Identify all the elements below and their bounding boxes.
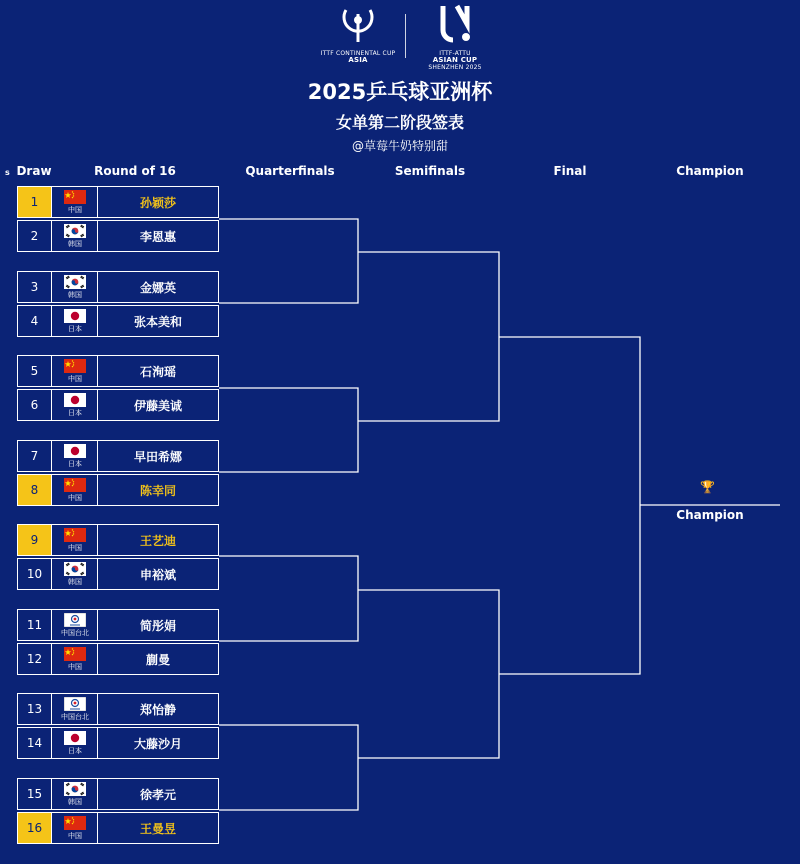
country-name: 中国 (68, 663, 82, 671)
chinese-taipei-flag-icon (64, 613, 86, 627)
draw-row (17, 812, 219, 844)
player-name: 王艺迪 (139, 533, 176, 548)
china-flag-icon (64, 359, 86, 373)
page-subtitle: 女单第二阶段签表 (335, 113, 464, 132)
draw-number: 14 (26, 736, 43, 750)
japan-flag-icon (64, 444, 86, 458)
china-flag-icon (64, 528, 86, 542)
player-name: 石洵瑶 (139, 364, 176, 379)
player-name: 孙颖莎 (139, 195, 176, 210)
player-name: 早田希娜 (133, 449, 182, 464)
draw-number: 8 (18, 475, 51, 505)
draw-row (17, 389, 219, 421)
draw-row (17, 271, 219, 303)
korea-flag-icon (64, 782, 86, 796)
country-cell (51, 644, 98, 674)
country-name: 中国 (68, 206, 82, 214)
player-name: 王曼昱 (139, 821, 176, 836)
draw-row (17, 220, 219, 252)
draw-row (17, 609, 219, 641)
draw-number: 15 (26, 787, 43, 801)
china-flag-icon (64, 816, 86, 830)
player-name: 郑怡静 (139, 702, 176, 717)
col-header-qf: Quarterfinals (245, 164, 335, 178)
draw-number: 2 (30, 229, 39, 243)
country-cell (51, 441, 98, 471)
china-flag-icon (64, 647, 86, 661)
country-cell (51, 187, 98, 217)
country-cell (51, 306, 98, 336)
country-cell (51, 390, 98, 420)
country-cell (51, 694, 98, 724)
player-name: 申裕斌 (139, 567, 176, 582)
draw-number: 11 (26, 618, 43, 632)
player-name: 大藤沙月 (133, 736, 182, 751)
draw-row (17, 305, 219, 337)
country-cell (51, 221, 98, 251)
player-name: 陈幸同 (139, 483, 176, 498)
country-cell (51, 779, 98, 809)
country-cell (51, 610, 98, 640)
player-name: 张本美和 (133, 314, 182, 329)
logo-right-line3: SHENZHEN 2025 (428, 64, 482, 71)
country-name: 韩国 (68, 798, 82, 806)
draw-row (17, 558, 219, 590)
country-name: 中国台北 (61, 713, 89, 721)
draw-number: 10 (26, 567, 43, 581)
country-name: 中国 (68, 494, 82, 502)
draw-number: 16 (18, 813, 51, 843)
country-name: 日本 (68, 325, 82, 333)
country-cell (51, 475, 98, 505)
chinese-taipei-flag-icon (64, 697, 86, 711)
country-cell (51, 813, 98, 843)
col-header-s: s (5, 168, 10, 177)
col-header-sf: Semifinals (394, 164, 466, 178)
japan-flag-icon (64, 731, 86, 745)
country-cell (51, 356, 98, 386)
player-name: 伊藤美诚 (133, 398, 182, 413)
trophy-icon: 🏆 (700, 480, 715, 494)
player-name: 简彤娟 (139, 618, 176, 633)
draw-number: 9 (18, 525, 51, 555)
author-handle: @草莓牛奶特别甜 (351, 139, 448, 153)
draw-row (17, 727, 219, 759)
draw-row (17, 355, 219, 387)
china-flag-icon (64, 478, 86, 492)
draw-row (17, 474, 219, 506)
japan-flag-icon (64, 393, 86, 407)
col-header-round16: Round of 16 (94, 164, 176, 178)
player-name: 蒯曼 (145, 652, 170, 667)
country-cell (51, 272, 98, 302)
draw-number: 12 (26, 652, 43, 666)
col-header-champion: Champion (676, 164, 744, 178)
draw-row (17, 440, 219, 472)
china-flag-icon (64, 190, 86, 204)
draw-row (17, 186, 219, 218)
logo-right-line1: ITTF-ATTU (439, 50, 471, 57)
country-name: 韩国 (68, 240, 82, 248)
country-name: 中国 (68, 544, 82, 552)
player-name: 李恩惠 (139, 229, 176, 244)
draw-number: 5 (30, 364, 39, 378)
country-name: 日本 (68, 460, 82, 468)
col-header-final: Final (553, 164, 587, 178)
country-name: 日本 (68, 409, 82, 417)
country-name: 日本 (68, 747, 82, 755)
draw-row (17, 643, 219, 675)
draw-row (17, 778, 219, 810)
draw-number: 7 (30, 449, 39, 463)
player-name: 金娜英 (139, 280, 176, 295)
draw-number: 6 (30, 398, 39, 412)
col-header-draw: Draw (16, 164, 52, 178)
draw-row (17, 693, 219, 725)
country-cell (51, 728, 98, 758)
draw-number: 13 (26, 702, 43, 716)
country-name: 中国 (68, 375, 82, 383)
draw-number: 3 (30, 280, 39, 294)
draw-row (17, 524, 219, 556)
logo-left-line2: ASIA (348, 56, 368, 64)
draw-number: 1 (18, 187, 51, 217)
country-name: 中国台北 (61, 629, 89, 637)
player-name: 徐孝元 (139, 787, 176, 802)
draw-number: 4 (30, 314, 39, 328)
logo-right-line2: ASIAN CUP (432, 56, 478, 64)
logo-left-line1: ITTF CONTINENTAL CUP (320, 50, 396, 57)
champion-label: Champion (676, 508, 744, 522)
country-name: 韩国 (68, 291, 82, 299)
japan-flag-icon (64, 309, 86, 323)
korea-flag-icon (64, 562, 86, 576)
country-name: 中国 (68, 832, 82, 840)
korea-flag-icon (64, 275, 86, 289)
page-title: 2025乒乓球亚洲杯 (307, 80, 493, 104)
country-cell (51, 525, 98, 555)
korea-flag-icon (64, 224, 86, 238)
country-name: 韩国 (68, 578, 82, 586)
country-cell (51, 559, 98, 589)
